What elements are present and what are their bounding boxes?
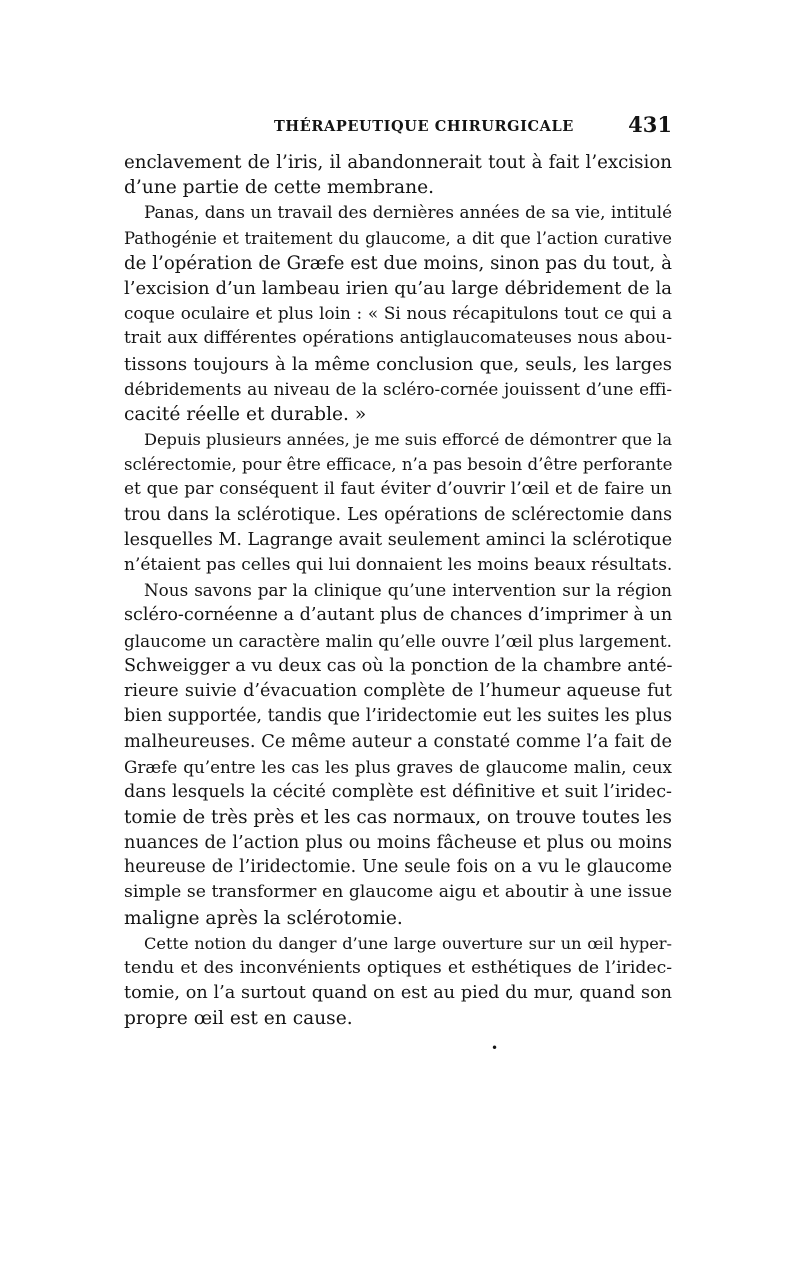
text-line: et que par conséquent il faut éviter d’ouvrir l’œil et de faire un [124,479,672,500]
text-line: n’étaient pas celles qui lui donnaient les moins beaux résultats. [124,555,673,575]
text-line: rieure suivie d’évacuation complète de l’humeur aqueuse fut [124,680,672,701]
text-line: bien supportée, tandis que l’iridectomie eut les suites les plus [124,706,672,727]
stray-print-mark: • [491,1041,499,1055]
text-line: l’excision d’un lambeau irien qu’au large débridement de la [124,277,672,299]
paragraph-first-line: Cette notion du danger d’une large ouverture sur un œil hyper- [144,933,672,953]
text-line: dans lesquels la cécité complète est définitive et suit l’iridec- [124,781,672,802]
text-line: nuances de l’action plus ou moins fâcheuse et plus ou moins [124,832,672,854]
text-line: coque oculaire et plus loin : « Si nous récapitulons tout ce qui a [124,303,672,324]
running-header [124,112,672,142]
text-line: Pathogénie et traitement du glaucome, a dit que l’action curative [124,228,672,248]
text-line: tomie, on l’a surtout quand on est au pied du mur, quand son [124,983,672,1004]
text-line: débridements au niveau de la scléro-cornée jouissent d’une effi- [124,378,672,399]
text-line: trou dans la sclérotique. Les opérations de sclérectomie dans [124,504,672,525]
text-line: de l’opération de Græfe est due moins, sinon pas du tout, à [124,252,672,274]
text-line: Schweigger a vu deux cas où la ponction de la chambre anté- [124,655,673,676]
text-line: Græfe qu’entre les cas les plus graves de glaucome malin, ceux [124,756,672,777]
text-line: tendu et des inconvénients optiques et esthétiques de l’iridec- [124,958,672,978]
text-line: maligne après la sclérotomie. [124,907,403,929]
text-line: d’une partie de cette membrane. [124,177,435,199]
text-line: propre œil est en cause. [124,1008,353,1030]
text-line: cacité réelle et durable. » [124,403,367,425]
text-line: heureuse de l’iridectomie. Une seule fois on a vu le glaucome [124,857,672,878]
text-line: tissons toujours à la même conclusion que, seuls, les larges [124,353,672,375]
paragraph-first-line: Panas, dans un travail des dernières années de sa vie, intitulé [144,202,672,223]
page-number: 431 [628,112,672,137]
text-line: tomie de très près et les cas normaux, on trouve toutes les [124,806,672,828]
text-line: scléro-cornéenne a d’autant plus de chances d’imprimer à un [124,605,673,626]
running-title: THÉRAPEUTIQUE CHIRURGICALE [274,118,574,135]
text-line: sclérectomie, pour être efficace, n’a pas besoin d’être perforante [124,455,673,475]
paragraph-first-line: Nous savons par la clinique qu’une intervention sur la région [144,580,672,601]
text-line: glaucome un caractère malin qu’elle ouvre l’œil plus largement. [124,630,672,651]
text-line: trait aux différentes opérations antiglaucomateuses nous abou- [124,328,672,349]
paragraph-first-line: Depuis plusieurs années, je me suis efforcé de démontrer que la [144,430,673,450]
text-line: enclavement de l’iris, il abandonnerait tout à fait l’excision [124,152,672,173]
text-line: lesquelles M. Lagrange avait seulement aminci la sclérotique [124,529,673,550]
body-text [124,150,672,1032]
text-line: simple se transformer en glaucome aigu et aboutir à une issue [124,882,672,903]
text-line: malheureuses. Ce même auteur a constaté comme l’a fait de [124,731,672,753]
